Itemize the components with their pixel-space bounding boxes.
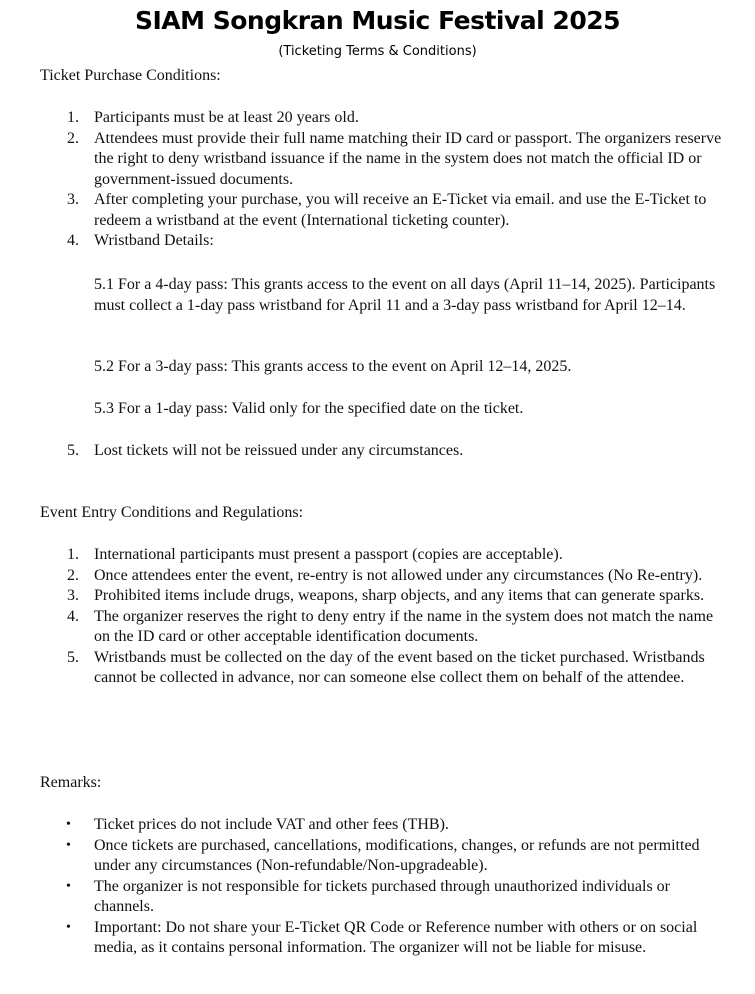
list-item-text: International participants must present a passport (copies are acceptable). — [94, 546, 563, 563]
list-item-text: After completing your purchase, you will receive an E-Ticket via email. and use the E-Ticket to redeem a wristband at the event (International ticketing counter). — [94, 191, 707, 229]
list-number: 1. — [67, 109, 79, 126]
list-item-text: Attendees must provide their full name matching their ID card or passport. The organizers reserve the right to deny wristband issuance if the name in the system does not match the official ID or government-issued documents. — [94, 129, 722, 188]
purchase-conditions-list — [0, 108, 755, 252]
remarks-heading: Remarks: — [40, 774, 102, 791]
list-number: 5. — [67, 442, 79, 459]
list-item-text: The organizer reserves the right to deny entry if the name in the system does not match the name on the ID card or other acceptable identification documents. — [94, 607, 714, 645]
list-item — [0, 918, 755, 959]
wristband-detail-4-day: 5.1 For a 4-day pass: This grants access to the event on all days (April 11–14, 2025). Participants must collect a 1-day pass wristband for April 11 and a 3-day pass wristband for April 12–14. — [94, 276, 716, 314]
list-item-text: Wristbands must be collected on the day of the event based on the ticket purchased. Wristbands cannot be collected in advance, nor can someone else collect them on behalf of the attendee. — [94, 648, 705, 686]
list-item-text: Prohibited items include drugs, weapons, sharp objects, and any items that can generate sparks. — [94, 587, 705, 604]
purchase-conditions-heading: Ticket Purchase Conditions: — [40, 67, 221, 84]
list-item — [0, 877, 755, 918]
list-item — [0, 190, 755, 231]
list-item-text: Once attendees enter the event, re-entry is not allowed under any circumstances (No Re-entry). — [94, 566, 703, 584]
bullet-icon: • — [66, 837, 71, 853]
wristband-detail-3-day: 5.2 For a 3-day pass: This grants access to the event on April 12–14, 2025. — [94, 358, 572, 375]
list-item-text: Wristband Details: — [94, 232, 214, 249]
bullet-icon: • — [66, 817, 71, 832]
list-number: 1. — [67, 546, 79, 563]
list-item — [0, 836, 755, 877]
list-number: 2. — [67, 129, 79, 147]
list-number: 3. — [67, 587, 79, 604]
bullet-icon: • — [66, 878, 71, 894]
wristband-detail-1-day: 5.3 For a 1-day pass: Valid only for the specified date on the ticket. — [94, 400, 524, 417]
list-item-text: The organizer is not responsible for tickets purchased through unauthorized individuals or channels. — [94, 877, 670, 915]
list-item — [0, 815, 755, 836]
list-item — [0, 129, 755, 191]
list-item-text: Important: Do not share your E-Ticket QR Code or Reference number with others or on social media, as it contains personal information. The organizer will not be liable for misuse. — [94, 918, 698, 956]
list-number: 4. — [67, 232, 79, 249]
list-item — [0, 566, 755, 587]
list-item — [0, 545, 755, 566]
list-number: 3. — [67, 191, 79, 208]
list-item-text: Participants must be at least 20 years old. — [94, 109, 359, 126]
remarks-list — [0, 815, 755, 959]
document-title: SIAM Songkran Music Festival 2025 — [134, 6, 621, 35]
list-item — [0, 231, 755, 252]
list-number: 2. — [67, 566, 79, 584]
list-item — [0, 441, 755, 462]
list-number: 4. — [67, 607, 79, 625]
purchase-conditions-list-continued — [0, 441, 755, 462]
entry-conditions-list — [0, 545, 755, 689]
list-item — [0, 648, 755, 689]
list-item — [0, 108, 755, 129]
list-item-text: Lost tickets will not be reissued under any circumstances. — [94, 442, 464, 459]
document-subtitle: (Ticketing Terms & Conditions) — [278, 44, 477, 59]
list-number: 5. — [67, 648, 79, 666]
list-item-text: Once tickets are purchased, cancellations, modifications, changes, or refunds are not permitted under any circumstances (Non-refundable/Non-upgradeable). — [94, 836, 700, 874]
bullet-icon: • — [66, 919, 71, 935]
list-item — [0, 586, 755, 607]
list-item-text: Ticket prices do not include VAT and other fees (THB). — [94, 816, 449, 833]
entry-conditions-heading: Event Entry Conditions and Regulations: — [40, 504, 304, 521]
list-item — [0, 607, 755, 648]
